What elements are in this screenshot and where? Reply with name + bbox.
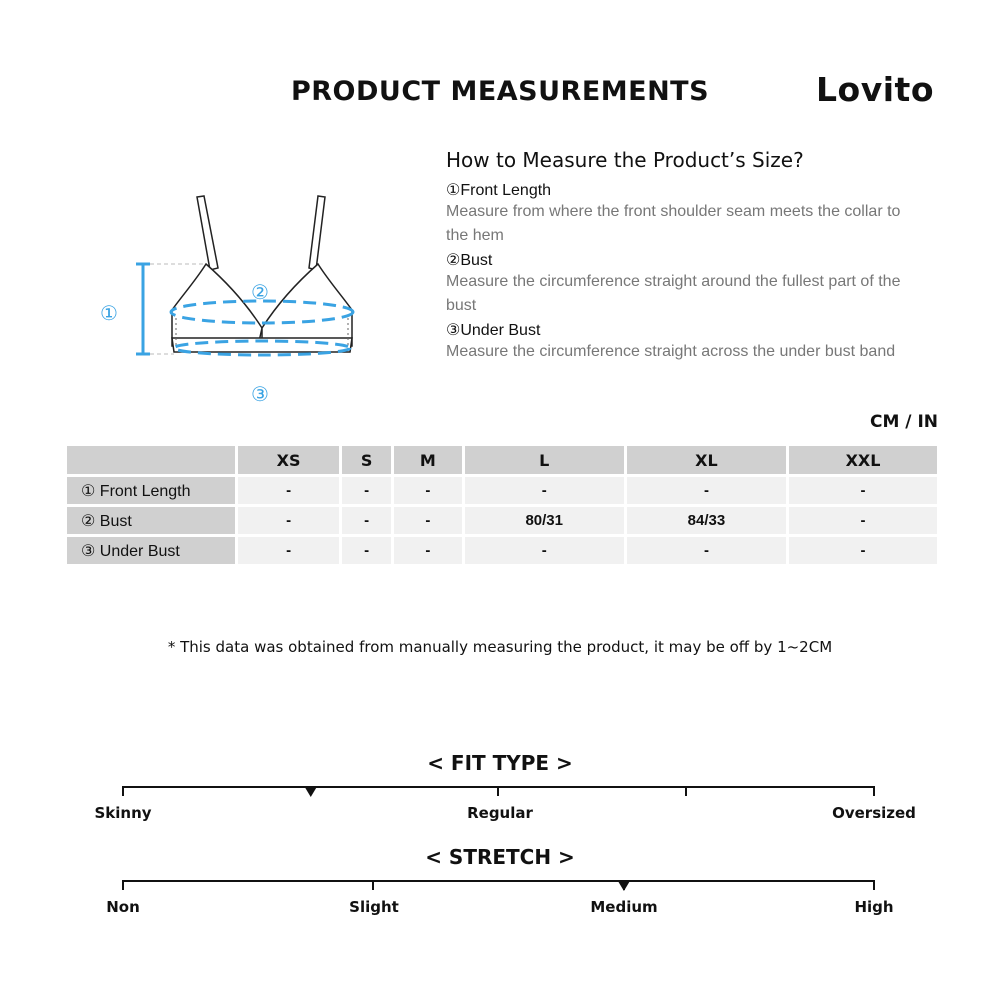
fit-type-marker xyxy=(305,787,317,797)
fit-label-oversized: Oversized xyxy=(832,804,916,822)
table-cell: - xyxy=(789,477,937,504)
table-cell: - xyxy=(627,477,786,504)
table-corner-cell xyxy=(67,446,235,474)
fit-type-scale xyxy=(123,786,874,797)
table-header-row xyxy=(67,446,937,474)
how-to-heading: How to Measure the Product’s Size? xyxy=(446,148,804,172)
under-bust-desc: Measure the circumference straight across the under bust band xyxy=(446,343,896,360)
brand-logo: Lovito xyxy=(816,70,934,109)
column-header: XL xyxy=(627,446,786,474)
table-cell: - xyxy=(342,507,391,534)
column-header: XXL xyxy=(789,446,937,474)
page-title: PRODUCT MEASUREMENTS xyxy=(290,76,710,107)
table-row xyxy=(67,507,937,534)
row-label: ③ Under Bust xyxy=(67,537,235,564)
left-strap xyxy=(197,196,218,270)
table-cell: - xyxy=(627,537,786,564)
marker-2: ② xyxy=(251,280,269,304)
marker-1: ① xyxy=(100,301,118,325)
row-label: ② Bust xyxy=(67,507,235,534)
column-header: XS xyxy=(238,446,339,474)
row-label: ① Front Length xyxy=(67,477,235,504)
size-table xyxy=(64,443,940,567)
table-row xyxy=(67,477,937,504)
stretch-marker xyxy=(618,881,630,891)
stretch-label-medium: Medium xyxy=(590,898,658,916)
measurement-note: * This data was obtained from manually measuring the product, it may be off by 1~2CM xyxy=(167,638,833,656)
column-header: M xyxy=(394,446,462,474)
stretch-label-slight: Slight xyxy=(349,898,399,916)
table-cell: - xyxy=(238,477,339,504)
table-cell: 84/33 xyxy=(627,507,786,534)
fit-label-skinny: Skinny xyxy=(94,804,152,822)
table-cell: - xyxy=(238,507,339,534)
right-cup xyxy=(262,264,352,346)
table-cell: - xyxy=(465,477,624,504)
bust-desc: Measure the circumference straight around the fullest part of the bust xyxy=(446,273,901,314)
units-label: CM / IN xyxy=(870,412,938,432)
stretch-scale xyxy=(123,880,874,891)
table-cell: - xyxy=(394,537,462,564)
table-cell: - xyxy=(238,537,339,564)
under-bust-term: ③Under Bust xyxy=(446,322,541,339)
table-cell: - xyxy=(789,507,937,534)
marker-3: ③ xyxy=(251,382,269,406)
table-cell: - xyxy=(342,537,391,564)
column-header: S xyxy=(342,446,391,474)
table-cell: - xyxy=(394,507,462,534)
table-cell: 80/31 xyxy=(465,507,624,534)
stretch-label-non: Non xyxy=(106,898,140,916)
front-length-term: ①Front Length xyxy=(446,182,552,199)
stretch-label-high: High xyxy=(854,898,894,916)
table-cell: - xyxy=(342,477,391,504)
fit-label-regular: Regular xyxy=(467,804,533,822)
front-length-desc: Measure from where the front shoulder seam meets the collar to the hem xyxy=(446,203,901,244)
table-row xyxy=(67,537,937,564)
bust-term: ②Bust xyxy=(446,252,493,269)
how-to-measure xyxy=(446,148,926,364)
table-cell: - xyxy=(789,537,937,564)
right-strap xyxy=(309,196,325,270)
table-cell: - xyxy=(465,537,624,564)
column-header: L xyxy=(465,446,624,474)
stretch-title: < STRETCH > xyxy=(425,845,575,869)
fit-type-title: < FIT TYPE > xyxy=(427,751,573,775)
table-cell: - xyxy=(394,477,462,504)
